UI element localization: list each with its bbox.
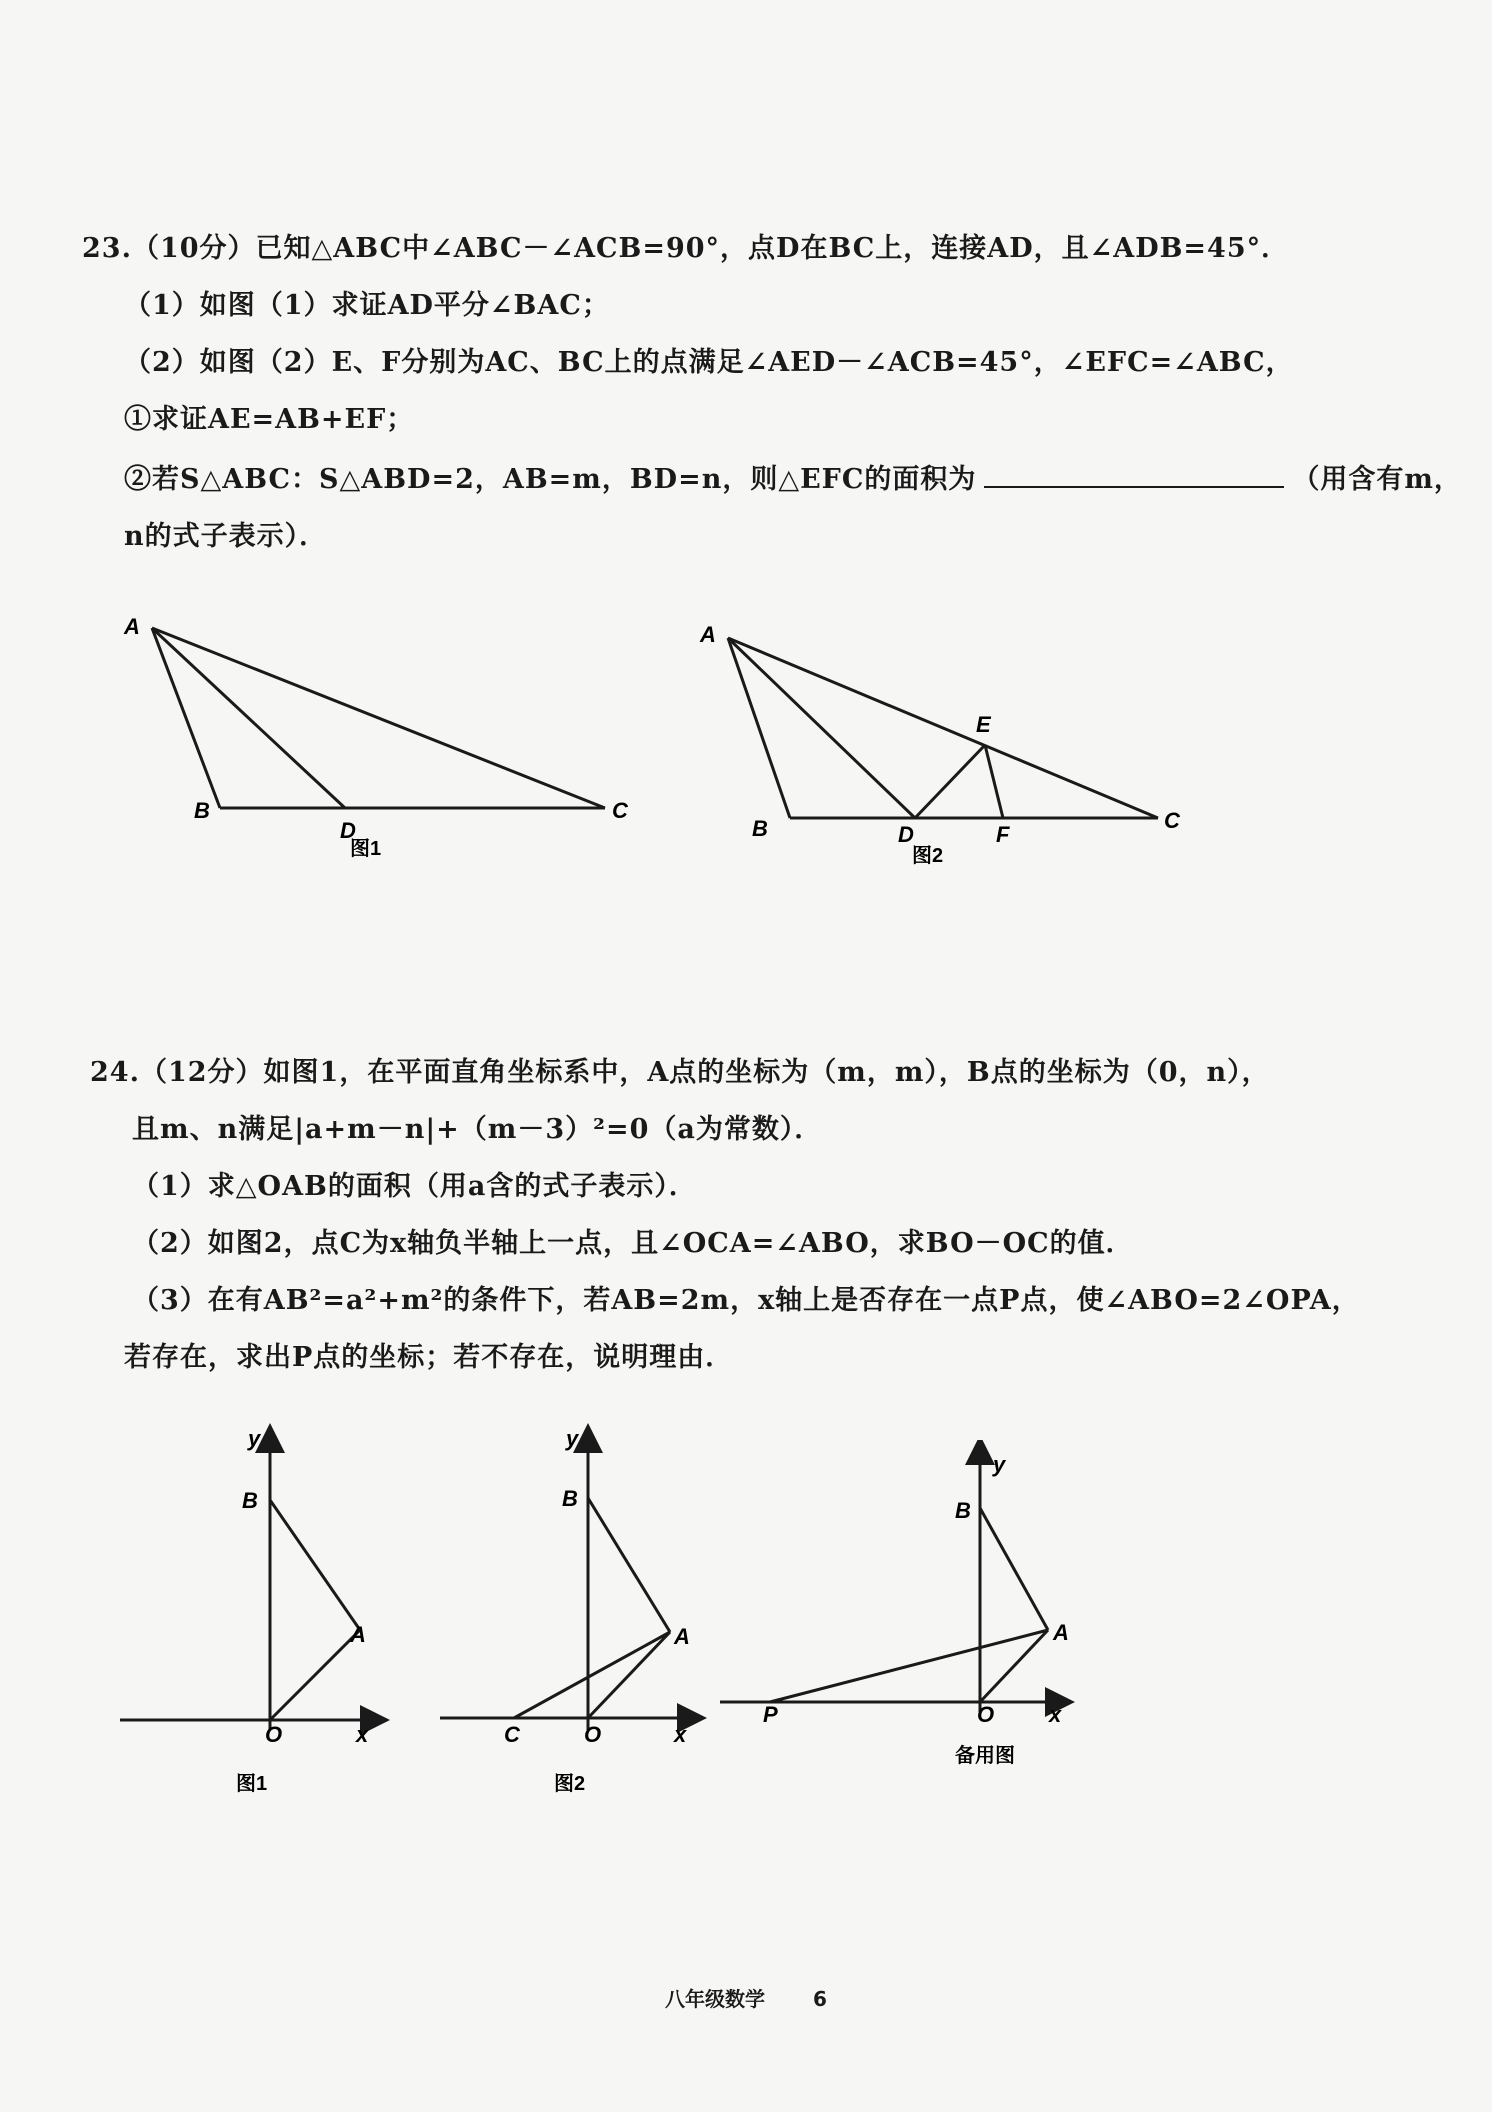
point-C-label: C	[1164, 808, 1180, 833]
q24-figure-2	[430, 1420, 710, 1820]
origin-label: O	[265, 1722, 283, 1747]
segment-OA	[588, 1632, 670, 1718]
y-axis-label: y	[566, 1426, 579, 1451]
q24-part-3: （3）在有AB²=a²+m²的条件下，若AB=2m，x轴上是否存在一点P点，使∠ABO=2∠OPA，	[132, 1285, 1360, 1316]
segment-BA	[980, 1508, 1048, 1630]
y-axis-label: y	[248, 1426, 261, 1451]
segment-BA	[588, 1498, 670, 1632]
segment-EF	[985, 745, 1003, 818]
q23-part-2-sub-1: ①求证AE=AB+EF；	[124, 404, 415, 435]
point-B-label: B	[194, 798, 210, 823]
q23-line-6: n的式子表示）．	[124, 521, 328, 552]
point-D-label: D	[340, 818, 356, 843]
q23-figure-2	[690, 620, 1210, 880]
segment-AD	[152, 628, 345, 808]
point-D-label: D	[898, 822, 914, 847]
point-B-label: B	[955, 1498, 971, 1523]
point-B-label: B	[562, 1486, 578, 1511]
q24-line-6: 若存在，求出P点的坐标；若不存在，说明理由．	[124, 1342, 734, 1373]
point-C-label: C	[612, 798, 628, 823]
segment-AB	[728, 638, 790, 818]
q24-part-2: （2）如图2，点C为x轴负半轴上一点，且∠OCA=∠ABO，求BO－OC的值．	[132, 1228, 1134, 1259]
segment-OA	[270, 1630, 360, 1720]
point-A-label: A	[674, 1624, 690, 1649]
point-A-label: A	[350, 1622, 366, 1647]
point-C-label: C	[504, 1722, 520, 1747]
subject-label: 八年级数学	[665, 1987, 766, 2011]
y-axis-label: y	[993, 1452, 1006, 1477]
q24-line-2: 且m、n满足|a+m－n|+（m－3）²=0（a为常数）．	[132, 1114, 823, 1145]
figure-caption: 图1	[350, 838, 382, 860]
answer-blank[interactable]	[984, 486, 1284, 488]
segment-AD	[728, 638, 915, 818]
segment-AC	[728, 638, 1158, 818]
q24-line-1: 24.（12分）如图1，在平面直角坐标系中，A点的坐标为（m，m），B点的坐标为（0，n），	[90, 1057, 1270, 1088]
point-B-label: B	[242, 1488, 258, 1513]
point-A-label: A	[124, 614, 140, 639]
q23-sub-2-suffix: （用含有m，	[1292, 464, 1462, 495]
q23-sub-2-prefix: ②若S△ABC：S△ABD=2，AB=m，BD=n，则△EFC的面积为	[124, 464, 977, 495]
x-axis-label: x	[1049, 1702, 1062, 1727]
q24-figure-1	[110, 1420, 410, 1820]
segment-CA	[514, 1632, 670, 1718]
q23-part-1: （1）如图（1）求证AD平分∠BAC；	[124, 290, 610, 321]
point-B-label: B	[752, 816, 768, 841]
q23-figure-1	[110, 610, 670, 880]
point-A-label: A	[700, 622, 716, 647]
page-footer	[0, 1983, 1492, 2012]
figure-caption: 图1	[236, 1773, 268, 1795]
figure-caption: 备用图	[955, 1745, 1015, 1767]
segment-DE	[915, 745, 985, 818]
segment-AC	[152, 628, 605, 808]
segment-OA	[980, 1630, 1048, 1702]
origin-label: O	[977, 1702, 995, 1727]
x-axis-label: x	[674, 1722, 687, 1747]
point-F-label: F	[996, 822, 1010, 847]
segment-BA	[270, 1500, 360, 1630]
x-axis-label: x	[356, 1722, 369, 1747]
origin-label: O	[584, 1722, 602, 1747]
point-A-label: A	[1053, 1620, 1069, 1645]
figure-caption: 图2	[554, 1773, 586, 1795]
q24-part-1: （1）求△OAB的面积（用a含的式子表示）．	[132, 1171, 697, 1202]
q24-backup-figure	[715, 1440, 1095, 1800]
q23-part-2-sub-2	[124, 457, 1462, 496]
point-E-label: E	[976, 712, 991, 737]
figure-caption: 图2	[912, 845, 944, 867]
point-P-label: P	[763, 1702, 778, 1727]
q23-part-2: （2）如图（2）E、F分别为AC、BC上的点满足∠AED－∠ACB=45°，∠EFC=∠ABC，	[124, 347, 1294, 378]
q23-line-1: 23.（10分）已知△ABC中∠ABC－∠ACB=90°，点D在BC上，连接AD，且∠ADB=45°．	[82, 233, 1290, 264]
segment-AB	[152, 628, 220, 808]
segment-PA	[770, 1630, 1048, 1702]
page-number: 6	[813, 1987, 827, 2011]
